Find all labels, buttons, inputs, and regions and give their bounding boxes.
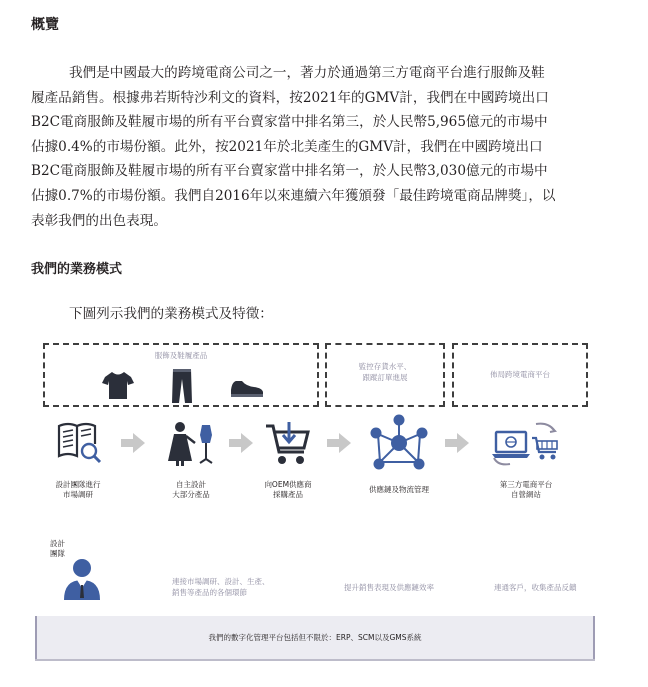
arrow-right-icon bbox=[326, 432, 352, 454]
note-connect-chain: 連接市場調研、設計、生產、 銷售等產品的各個環節 bbox=[172, 577, 270, 597]
note-customer-feedback: 連通客戶，收集產品反饋 bbox=[494, 583, 577, 592]
paragraph-line: 表彰我們的出色表現。 bbox=[31, 212, 167, 229]
paragraph-line: 佔據0.7%的市場份額。我們自2016年以來連續六年獲頒發「最佳跨境電商品牌獎」，以 bbox=[31, 187, 556, 204]
digital-platform-banner bbox=[35, 616, 595, 659]
step-caption: 自主設計 大部分產品 bbox=[172, 480, 210, 499]
shopping-cart-icon bbox=[264, 420, 312, 468]
platform-box-label: 佈局跨境電商平台 bbox=[490, 370, 550, 379]
arrow-right-icon bbox=[228, 432, 254, 454]
paragraph-line: 佔據0.4%的市場份額。此外，按2021年於北美產生的GMV計，我們在中國跨境出口 bbox=[31, 138, 543, 155]
business-model-heading: 我們的業務模式 bbox=[31, 262, 123, 277]
paragraph-line: 我們是中國最大的跨境電商公司之一，著力於通過第三方電商平台進行服飾及鞋 bbox=[69, 65, 545, 81]
designer-mannequin-icon bbox=[166, 421, 218, 467]
overview-heading: 概覽 bbox=[31, 17, 59, 33]
paragraph-line: B2C電商服飾及鞋履市場的所有平台賣家當中排名第三，於人民幣5,965億元的市場中 bbox=[31, 114, 548, 131]
network-icon bbox=[368, 414, 430, 472]
pants-icon bbox=[171, 368, 193, 404]
step-caption: 設計團隊進行 市場調研 bbox=[55, 480, 101, 499]
step-caption: 向OEM供應商 採購產品 bbox=[264, 480, 312, 499]
arrow-right-icon bbox=[444, 432, 470, 454]
laptop-cart-icon bbox=[490, 420, 562, 468]
diagram-intro: 下圖列示我們的業務模式及特徵： bbox=[69, 306, 273, 322]
step-caption: 供應鏈及物流管理 bbox=[369, 485, 429, 494]
inventory-box-label: 監控存貨水平、 跟蹤訂單進展 bbox=[358, 362, 412, 382]
arrow-right-icon bbox=[120, 432, 146, 454]
designer-person-icon bbox=[62, 558, 102, 600]
step-caption: 第三方電商平台 自營網站 bbox=[499, 480, 553, 499]
paragraph-line: B2C電商服飾及鞋履市場的所有平台賣家當中排名第一，於人民幣3,030億元的市場中 bbox=[31, 163, 548, 180]
products-box-label: 服飾及鞋履產品 bbox=[154, 351, 208, 360]
paragraph-line: 履產品銷售。根據弗若斯特沙利文的資料，按2021年的GMV計，我們在中國跨境出口 bbox=[31, 89, 549, 106]
shoe-icon bbox=[230, 378, 264, 398]
book-magnifier-icon bbox=[56, 420, 102, 464]
note-efficiency: 提升銷售表現及供應鏈效率 bbox=[344, 583, 434, 592]
design-team-label: 設計 團隊 bbox=[50, 539, 65, 558]
overview-paragraph bbox=[31, 61, 617, 233]
digital-platform-text: 我們的數字化管理平台包括但不限於：ERP、SCM以及GMS系統 bbox=[208, 633, 422, 642]
tshirt-icon bbox=[101, 370, 135, 400]
